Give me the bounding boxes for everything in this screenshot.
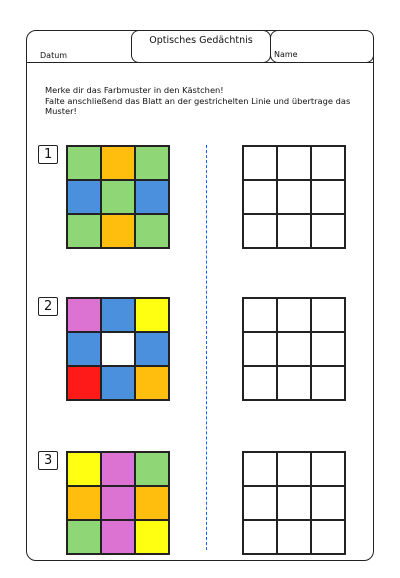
answer-cell[interactable]: [277, 214, 311, 248]
answer-grid-3[interactable]: [242, 451, 346, 555]
pattern-cell-green: [101, 180, 135, 214]
pattern-cell-blue: [67, 180, 101, 214]
pattern-cell-blue: [135, 332, 169, 366]
answer-cell[interactable]: [277, 146, 311, 180]
answer-cell[interactable]: [243, 332, 277, 366]
answer-cell[interactable]: [277, 366, 311, 400]
answer-cell[interactable]: [277, 520, 311, 554]
answer-cell[interactable]: [243, 452, 277, 486]
answer-cell[interactable]: [277, 486, 311, 520]
answer-cell[interactable]: [277, 332, 311, 366]
answer-cell[interactable]: [311, 366, 345, 400]
answer-cell[interactable]: [243, 486, 277, 520]
answer-cell[interactable]: [243, 520, 277, 554]
pattern-cell-yellow: [135, 520, 169, 554]
pattern-grid-1: [66, 145, 170, 249]
pattern-cell-orange: [135, 366, 169, 400]
pattern-cell-green: [135, 214, 169, 248]
instruction-line-1: Merke dir das Farbmuster in den Kästchen!: [45, 85, 224, 95]
answer-grid-1[interactable]: [242, 145, 346, 249]
instruction-line-2: Falte anschließend das Blatt an der gestrichelten Linie und übertrage das Muster!: [45, 95, 351, 116]
pattern-cell-blue: [67, 332, 101, 366]
pattern-cell-orange: [101, 146, 135, 180]
pattern-cell-orange: [67, 486, 101, 520]
pattern-cell-green: [67, 214, 101, 248]
answer-cell[interactable]: [311, 146, 345, 180]
pattern-cell-green: [135, 452, 169, 486]
pattern-cell-orange: [135, 486, 169, 520]
answer-cell[interactable]: [243, 214, 277, 248]
answer-cell[interactable]: [311, 180, 345, 214]
pattern-cell-blue: [101, 366, 135, 400]
pattern-cell-blue: [135, 180, 169, 214]
pattern-grid-3: [66, 451, 170, 555]
answer-cell[interactable]: [243, 180, 277, 214]
pattern-cell-pink: [67, 298, 101, 332]
answer-cell[interactable]: [311, 332, 345, 366]
pattern-cell-white: [101, 332, 135, 366]
date-label: Datum: [40, 51, 68, 60]
answer-cell[interactable]: [243, 146, 277, 180]
answer-cell[interactable]: [243, 298, 277, 332]
name-label: Name: [274, 50, 298, 59]
answer-cell[interactable]: [311, 486, 345, 520]
exercise-number-2: 2: [38, 297, 58, 316]
answer-cell[interactable]: [277, 298, 311, 332]
pattern-cell-red: [67, 366, 101, 400]
answer-cell[interactable]: [311, 214, 345, 248]
pattern-cell-blue: [101, 298, 135, 332]
answer-cell[interactable]: [311, 452, 345, 486]
instructions: [45, 85, 365, 117]
pattern-cell-pink: [101, 520, 135, 554]
pattern-cell-pink: [101, 486, 135, 520]
pattern-grid-2: [66, 297, 170, 401]
answer-cell[interactable]: [311, 520, 345, 554]
pattern-cell-green: [67, 520, 101, 554]
pattern-cell-pink: [101, 452, 135, 486]
fold-line: [206, 145, 207, 550]
answer-grid-2[interactable]: [242, 297, 346, 401]
exercise-number-3: 3: [38, 451, 58, 470]
exercise-number-1: 1: [38, 145, 58, 164]
pattern-cell-yellow: [135, 298, 169, 332]
pattern-cell-yellow: [67, 452, 101, 486]
pattern-cell-green: [67, 146, 101, 180]
pattern-cell-green: [135, 146, 169, 180]
answer-cell[interactable]: [311, 298, 345, 332]
page-title: Optisches Gedächtnis: [149, 35, 253, 46]
pattern-cell-orange: [101, 214, 135, 248]
answer-cell[interactable]: [277, 452, 311, 486]
answer-cell[interactable]: [277, 180, 311, 214]
answer-cell[interactable]: [243, 366, 277, 400]
